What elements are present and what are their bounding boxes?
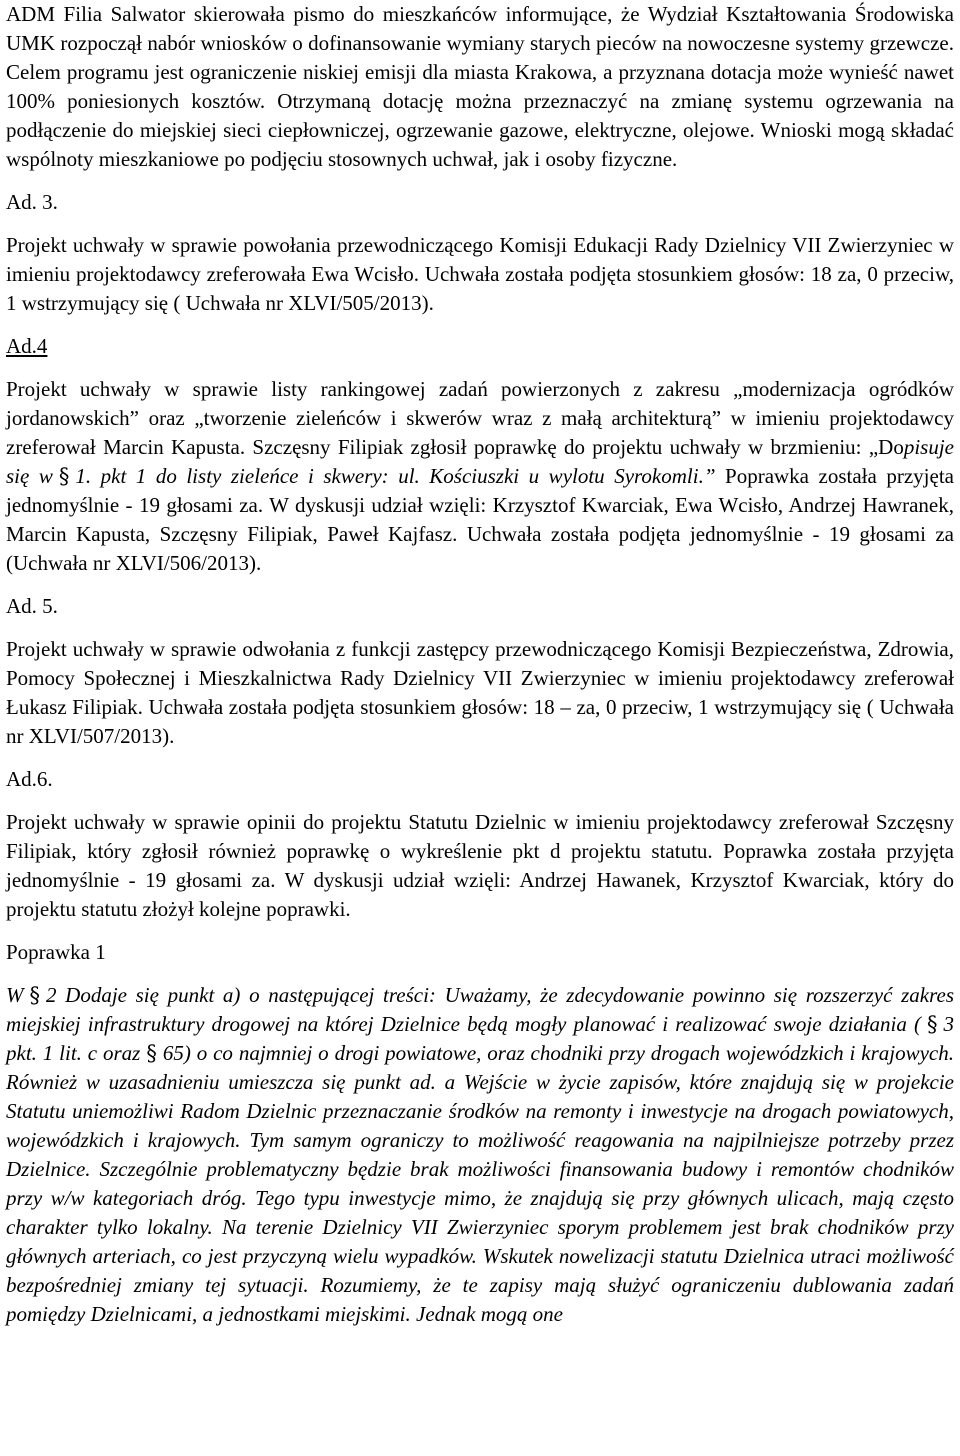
spacer (6, 217, 954, 231)
amendment-part-d: 65 (162, 1041, 184, 1065)
paragraph-ad4 (6, 375, 954, 578)
paragraph-heating-grant: ADM Filia Salwator skierowała pismo do mieszkańców informujące, że Wydział Kształtowania Środowiska UMK rozpoczął nabór wniosków o dofinansowanie wymiany starych pieców na nowoczesne systemy grzewcze. Celem programu jest ograniczenie niskiej emisji dla miasta Krakowa, a przyznana dotacja może wynieść nawet 100% poniesionych kosztów. Otrzymaną dotację można przeznaczyć na zmianę systemu ogrzewania na podłączenie do miejskiej sieci ciepłowniczej, ogrzewanie gazowe, elektryczne, olejowe. Wnioski mogą składać wspólnoty mieszkaniowe po podjęciu stosownych uchwał, jak i osoby fizyczne. (6, 2, 954, 171)
spacer (6, 751, 954, 765)
amendment-part-c: 3 pkt. 1 lit. c oraz (6, 1012, 954, 1065)
spacer (6, 621, 954, 635)
paragraph-ad5: Projekt uchwały w sprawie odwołania z funkcji zastępcy przewodniczącego Komisji Bezpieczeństwa, Zdrowia, Pomocy Społecznej i Mieszkalnictwa Rady Dzielnicy VII Zwierzyniec w imieniu projektodawcy zreferował Łukasz Filipiak. Uchwała została podjęta stosunkiem głosów: 18 – za, 0 przeciw, 1 wstrzymujący się ( Uchwała nr XLVI/507/2013). (6, 637, 954, 748)
spacer (6, 361, 954, 375)
section-heading-ad6: Ad.6. (6, 767, 53, 791)
section-heading-ad4 (6, 332, 954, 361)
paragraph-ad3: Projekt uchwały w sprawie powołania przewodniczącego Komisji Edukacji Rady Dzielnicy VII Zwierzyniec w imieniu projektodawcy zreferowała Ewa Wcisło. Uchwała została podjęta stosunkiem głosów: 18 za, 0 przeciw, 1 wstrzymujący się ( Uchwała nr XLVI/505/2013). (6, 233, 954, 315)
section-sign-icon: § (146, 1041, 157, 1065)
document-page (6, 0, 954, 1329)
section-heading-ad4-text: Ad.4 (6, 334, 48, 358)
spacer (6, 318, 954, 332)
section-heading-ad5: Ad. 5. (6, 594, 58, 618)
paragraph-ad4-part-c: 1. pkt 1 do listy zieleńce i skwery: ul. Kościuszki u wylotu Syrokomli.” (75, 464, 716, 488)
section-sign-icon: § (927, 1012, 938, 1036)
spacer (6, 578, 954, 592)
spacer (6, 794, 954, 808)
spacer (6, 967, 954, 981)
amendment-part-b: 2 Dodaje się punkt a) o następującej treści: Uważamy, że zdecydowanie powinno się rozszerzyć zakres miejskiej infrastruktury drogowej na której Dzielnice będą mogły planować i realizować swoje działania ( (6, 983, 954, 1036)
paragraph-ad4-part-d: Poprawka została przyjęta jednomyślnie - 19 głosami za. W dyskusji udział wzięli: Krzysztof Kwarciak, Ewa Wcisło, Andrzej Hawranek, Marcin Kapusta, Szczęsny Filipiak, Paweł Kajfasz. Uchwała została podjęta jednomyślnie - 19 głosami za (Uchwała nr XLVI/506/2013). (6, 464, 954, 575)
amendment-part-e: ) o co najmniej o drogi powiatowe, oraz chodniki przy drogach wojewódzkich i krajowych. Również w uzasadnieniu umieszcza się punkt ad. a Wejście w życie zapisów, które znajdują się w projekcie Statutu uniemożliwi Radom Dzielnic przeznaczanie środków na remonty i inwestycje na drogach powiatowych, wojewódzkich i krajowych. Tym samym ograniczy to możliwość reagowania na najpilniejsze potrzeby przez Dzielnice. Szczególnie problematyczny będzie brak możliwości finansowania budowy i remontów chodników przy w/w kategoriach dróg. Tego typu inwestycje mimo, że znajdują się przy głównych ulicach, mają często charakter tylko lokalny. Na terenie Dzielnicy VII Zwierzyniec sporym problemem jest brak chodników przy głównych arteriach, co jest przyczyną wielu wypadków. Wskutek nowelizacji statutu Dzielnica utraci możliwość bezpośredniej zmiany tej sytuacji. Rozumiemy, że te zapisy mają służyć ograniczeniu dublowania zadań pomiędzy Dzielnicami, a jednostkami miejskimi. Jednak mogą one (6, 1041, 955, 1326)
section-sign-icon: § (29, 983, 40, 1007)
section-sign-icon: § (58, 464, 70, 488)
section-heading-amendment-1: Poprawka 1 (6, 940, 106, 964)
amendment-part-a: W (6, 983, 24, 1007)
paragraph-ad4-part-a: Projekt uchwały w sprawie listy rankingowej zadań powierzonych z zakresu „modernizacja ogródków jordanowskich” oraz „tworzenie zieleńców i skwerów wraz z małą architekturą” w imieniu projektodawcy zreferował Marcin Kapusta. Szczęsny Filipiak zgłosił poprawkę do projektu uchwały w brzmieniu: „Do (6, 377, 954, 459)
section-heading-ad3: Ad. 3. (6, 190, 58, 214)
paragraph-ad4-part-b: pisuje się w (6, 435, 954, 488)
spacer (6, 924, 954, 938)
paragraph-amendment-1 (6, 981, 954, 1329)
spacer (6, 174, 954, 188)
paragraph-ad6: Projekt uchwały w sprawie opinii do projektu Statutu Dzielnic w imieniu projektodawcy zreferował Szczęsny Filipiak, który zgłosił również poprawkę o wykreślenie pkt d projektu statutu. Poprawka została przyjęta jednomyślnie - 19 głosami za. W dyskusji udział wzięli: Andrzej Hawanek, Krzysztof Kwarciak, który do projektu statutu złożył kolejne poprawki. (6, 810, 954, 921)
